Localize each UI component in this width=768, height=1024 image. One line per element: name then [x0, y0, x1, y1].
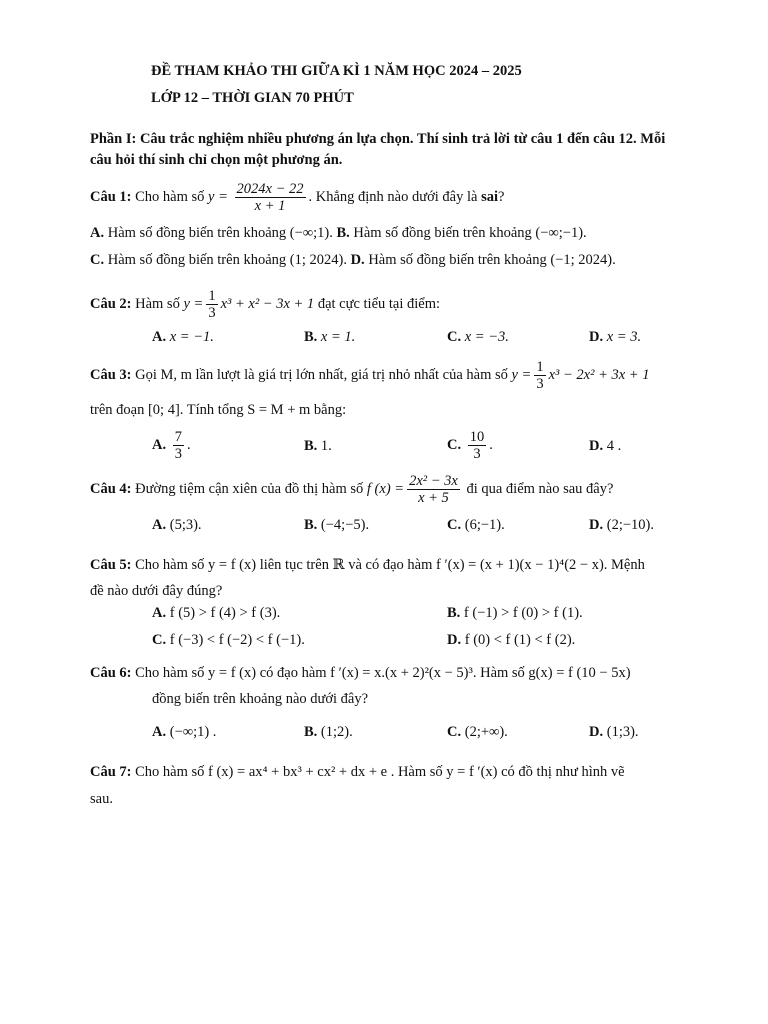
q4-option-c-wrap	[447, 516, 505, 534]
q3-c-key: C.	[447, 437, 462, 453]
q5-option-a: f (5) > f (4) > f (3).	[169, 605, 281, 621]
q3-d-key: D.	[589, 438, 604, 454]
q3-option-b: 1.	[320, 438, 332, 454]
q4-pre: Đường tiệm cận xiên của đồ thị hàm số	[135, 481, 364, 497]
q3-option-c-wrap: C. $\frac{10}{3}$ .	[447, 429, 493, 463]
q5-option-d-wrap	[447, 631, 575, 649]
q7-label: Câu 7:	[90, 764, 132, 780]
q2-a-key: A.	[152, 329, 167, 345]
q4-option-a-wrap	[152, 516, 202, 534]
q1-option-c: Hàm số đồng biến trên khoảng (1; 2024).	[107, 252, 347, 268]
q1-frac-num: 2024x − 22	[236, 181, 304, 198]
q4-b-key: B.	[304, 517, 318, 533]
q6-option-d: (1;3).	[606, 724, 639, 740]
q5-option-d: f (0) < f (1) < f (2).	[464, 632, 576, 648]
q5-line1	[90, 556, 645, 574]
q6-option-a-wrap	[152, 723, 216, 741]
q2-option-d-wrap	[589, 328, 641, 346]
q3-a-num: 7	[174, 429, 182, 446]
q4-option-b-wrap	[304, 516, 369, 534]
q4-c-key: C.	[447, 517, 462, 533]
q3-option-b-wrap	[304, 437, 332, 455]
exam-subtitle: LỚP 12 – THỜI GIAN 70 PHÚT	[151, 90, 354, 106]
q3-a-key: A.	[152, 437, 167, 453]
q1-row1	[90, 224, 587, 242]
q6-text1: Cho hàm số y = f (x) có đạo hàm f ′(x) = x.(x + 2)²(x − 5)³. Hàm số g(x) = f (10 − 5x)	[135, 665, 631, 681]
q3-a-fraction	[173, 429, 184, 462]
q6-option-c-wrap	[447, 723, 508, 741]
q3-stem	[90, 357, 649, 393]
q3-rest: x³ − 2x² + 3x + 1	[548, 367, 650, 383]
q1-option-d: Hàm số đồng biến trên khoảng (−1; 2024).	[368, 252, 616, 268]
q6-option-b: (1;2).	[320, 724, 353, 740]
q3-label: Câu 3:	[90, 367, 132, 383]
q5-c-key: C.	[152, 632, 167, 648]
q7-line2: sau.	[90, 791, 113, 807]
q3-fraction	[534, 359, 545, 392]
q1-b-key: B.	[336, 225, 350, 241]
q1-stem	[90, 178, 504, 216]
q4-post: đi qua điểm nào sau đây?	[466, 481, 614, 497]
q2-option-a: x = −1.	[169, 329, 214, 345]
q6-line1	[90, 664, 631, 682]
q2-post: đạt cực tiểu tại điểm:	[317, 296, 441, 312]
q2-stem	[90, 286, 440, 322]
exam-title: ĐỀ THAM KHẢO THI GIỮA KÌ 1 NĂM HỌC 2024 – 2025	[151, 63, 522, 79]
q4-frac-den: x + 5	[418, 490, 449, 507]
q1-label: Câu 1:	[90, 189, 132, 205]
q1-a-key: A.	[90, 225, 105, 241]
q6-b-key: B.	[304, 724, 318, 740]
q4-lhs: f (x) =	[366, 481, 405, 497]
q3-c-fraction	[468, 429, 487, 462]
q5-label: Câu 5:	[90, 557, 132, 573]
q7-text1: Cho hàm số f (x) = ax⁴ + bx³ + cx² + dx + e . Hàm số y = f ′(x) có đồ thị như hình vẽ	[135, 764, 625, 780]
q3-c-num: 10	[469, 429, 485, 446]
q2-option-d: x = 3.	[606, 329, 642, 345]
q3-pre: Gọi M, m lần lượt là giá trị lớn nhất, giá trị nhỏ nhất của hàm số	[135, 367, 508, 383]
q2-fraction	[206, 288, 217, 321]
q5-line2: đề nào dưới đây đúng?	[90, 583, 223, 599]
q3-option-d-wrap	[589, 437, 621, 455]
q6-c-key: C.	[447, 724, 462, 740]
q2-rest: x³ + x² − 3x + 1	[220, 296, 315, 312]
q2-option-c-wrap	[447, 328, 509, 346]
q1-bold-word: sai	[481, 189, 498, 205]
q1-row2	[90, 251, 616, 269]
q3-frac-num: 1	[536, 359, 544, 376]
q1-frac-den: x + 1	[254, 198, 286, 215]
q1-c-key: C.	[90, 252, 105, 268]
q4-d-key: D.	[589, 517, 604, 533]
q3-option-d: 4 .	[606, 438, 622, 454]
q1-pre: Cho hàm số	[135, 189, 205, 205]
q2-frac-num: 1	[208, 288, 216, 305]
q2-option-c: x = −3.	[464, 329, 509, 345]
q6-label: Câu 6:	[90, 665, 132, 681]
q4-option-a: (5;3).	[169, 517, 202, 533]
q6-line2: đồng biến trên khoảng nào dưới đây?	[152, 691, 369, 707]
q5-option-c: f (−3) < f (−2) < f (−1).	[169, 632, 305, 648]
q5-text1: Cho hàm số y = f (x) liên tục trên ℝ và có đạo hàm f ′(x) = (x + 1)(x − 1)⁴(2 − x). Mệnh	[135, 557, 645, 573]
q3-line2: trên đoạn [0; 4]. Tính tổng S = M + m bằng:	[90, 402, 347, 418]
q6-option-d-wrap	[589, 723, 639, 741]
q5-option-b: f (−1) > f (0) > f (1).	[463, 605, 583, 621]
q6-option-c: (2;+∞).	[464, 724, 508, 740]
q5-a-key: A.	[152, 605, 167, 621]
q5-option-c-wrap	[152, 631, 305, 649]
q3-option-a-wrap: A. $\frac{7}{3}$ .	[152, 429, 191, 463]
q2-c-key: C.	[447, 329, 462, 345]
q1-qmark: ?	[498, 189, 505, 205]
q1-fraction	[235, 181, 306, 214]
q6-option-b-wrap	[304, 723, 353, 741]
q3-a-den: 3	[174, 446, 182, 463]
q4-option-b: (−4;−5).	[320, 517, 370, 533]
q1-lhs: y =	[208, 189, 228, 205]
q2-b-key: B.	[304, 329, 318, 345]
q4-a-key: A.	[152, 517, 167, 533]
q2-pre: Hàm số	[135, 296, 180, 312]
q2-option-b-wrap	[304, 328, 355, 346]
q1-d-key: D.	[350, 252, 365, 268]
q5-option-a-wrap	[152, 604, 280, 622]
q1-option-a: Hàm số đồng biến trên khoảng (−∞;1).	[107, 225, 333, 241]
q2-option-a-wrap	[152, 328, 214, 346]
q2-frac-den: 3	[208, 305, 216, 322]
q3-b-key: B.	[304, 438, 318, 454]
q4-option-c: (6;−1).	[464, 517, 505, 533]
part1-line2: câu hỏi thí sinh chỉ chọn một phương án.	[90, 152, 343, 168]
q4-label: Câu 4:	[90, 481, 132, 497]
q2-lhs: y =	[183, 296, 204, 312]
part1-line1: Phần I: Câu trắc nghiệm nhiều phương án lựa chọn. Thí sinh trả lời từ câu 1 đến câu 12. Mỗi	[90, 131, 666, 147]
q3-frac-den: 3	[536, 376, 544, 393]
q2-d-key: D.	[589, 329, 604, 345]
q4-stem	[90, 470, 613, 508]
q4-frac-num: 2x² − 3x	[409, 473, 458, 490]
q2-label: Câu 2:	[90, 296, 132, 312]
q4-option-d-wrap	[589, 516, 654, 534]
q5-d-key: D.	[447, 632, 462, 648]
q7-line1	[90, 763, 625, 781]
q6-option-a: (−∞;1) .	[169, 724, 217, 740]
q3-c-den: 3	[473, 446, 481, 463]
q3-lhs: y =	[511, 367, 532, 383]
q2-option-b: x = 1.	[320, 329, 356, 345]
q1-post: . Khẳng định nào dưới đây là	[308, 189, 478, 205]
q6-a-key: A.	[152, 724, 167, 740]
q4-option-d: (2;−10).	[606, 517, 654, 533]
q6-d-key: D.	[589, 724, 604, 740]
q5-b-key: B.	[447, 605, 461, 621]
q4-fraction	[407, 473, 460, 506]
q1-option-b: Hàm số đồng biến trên khoảng (−∞;−1).	[353, 225, 587, 241]
q5-option-b-wrap	[447, 604, 583, 622]
